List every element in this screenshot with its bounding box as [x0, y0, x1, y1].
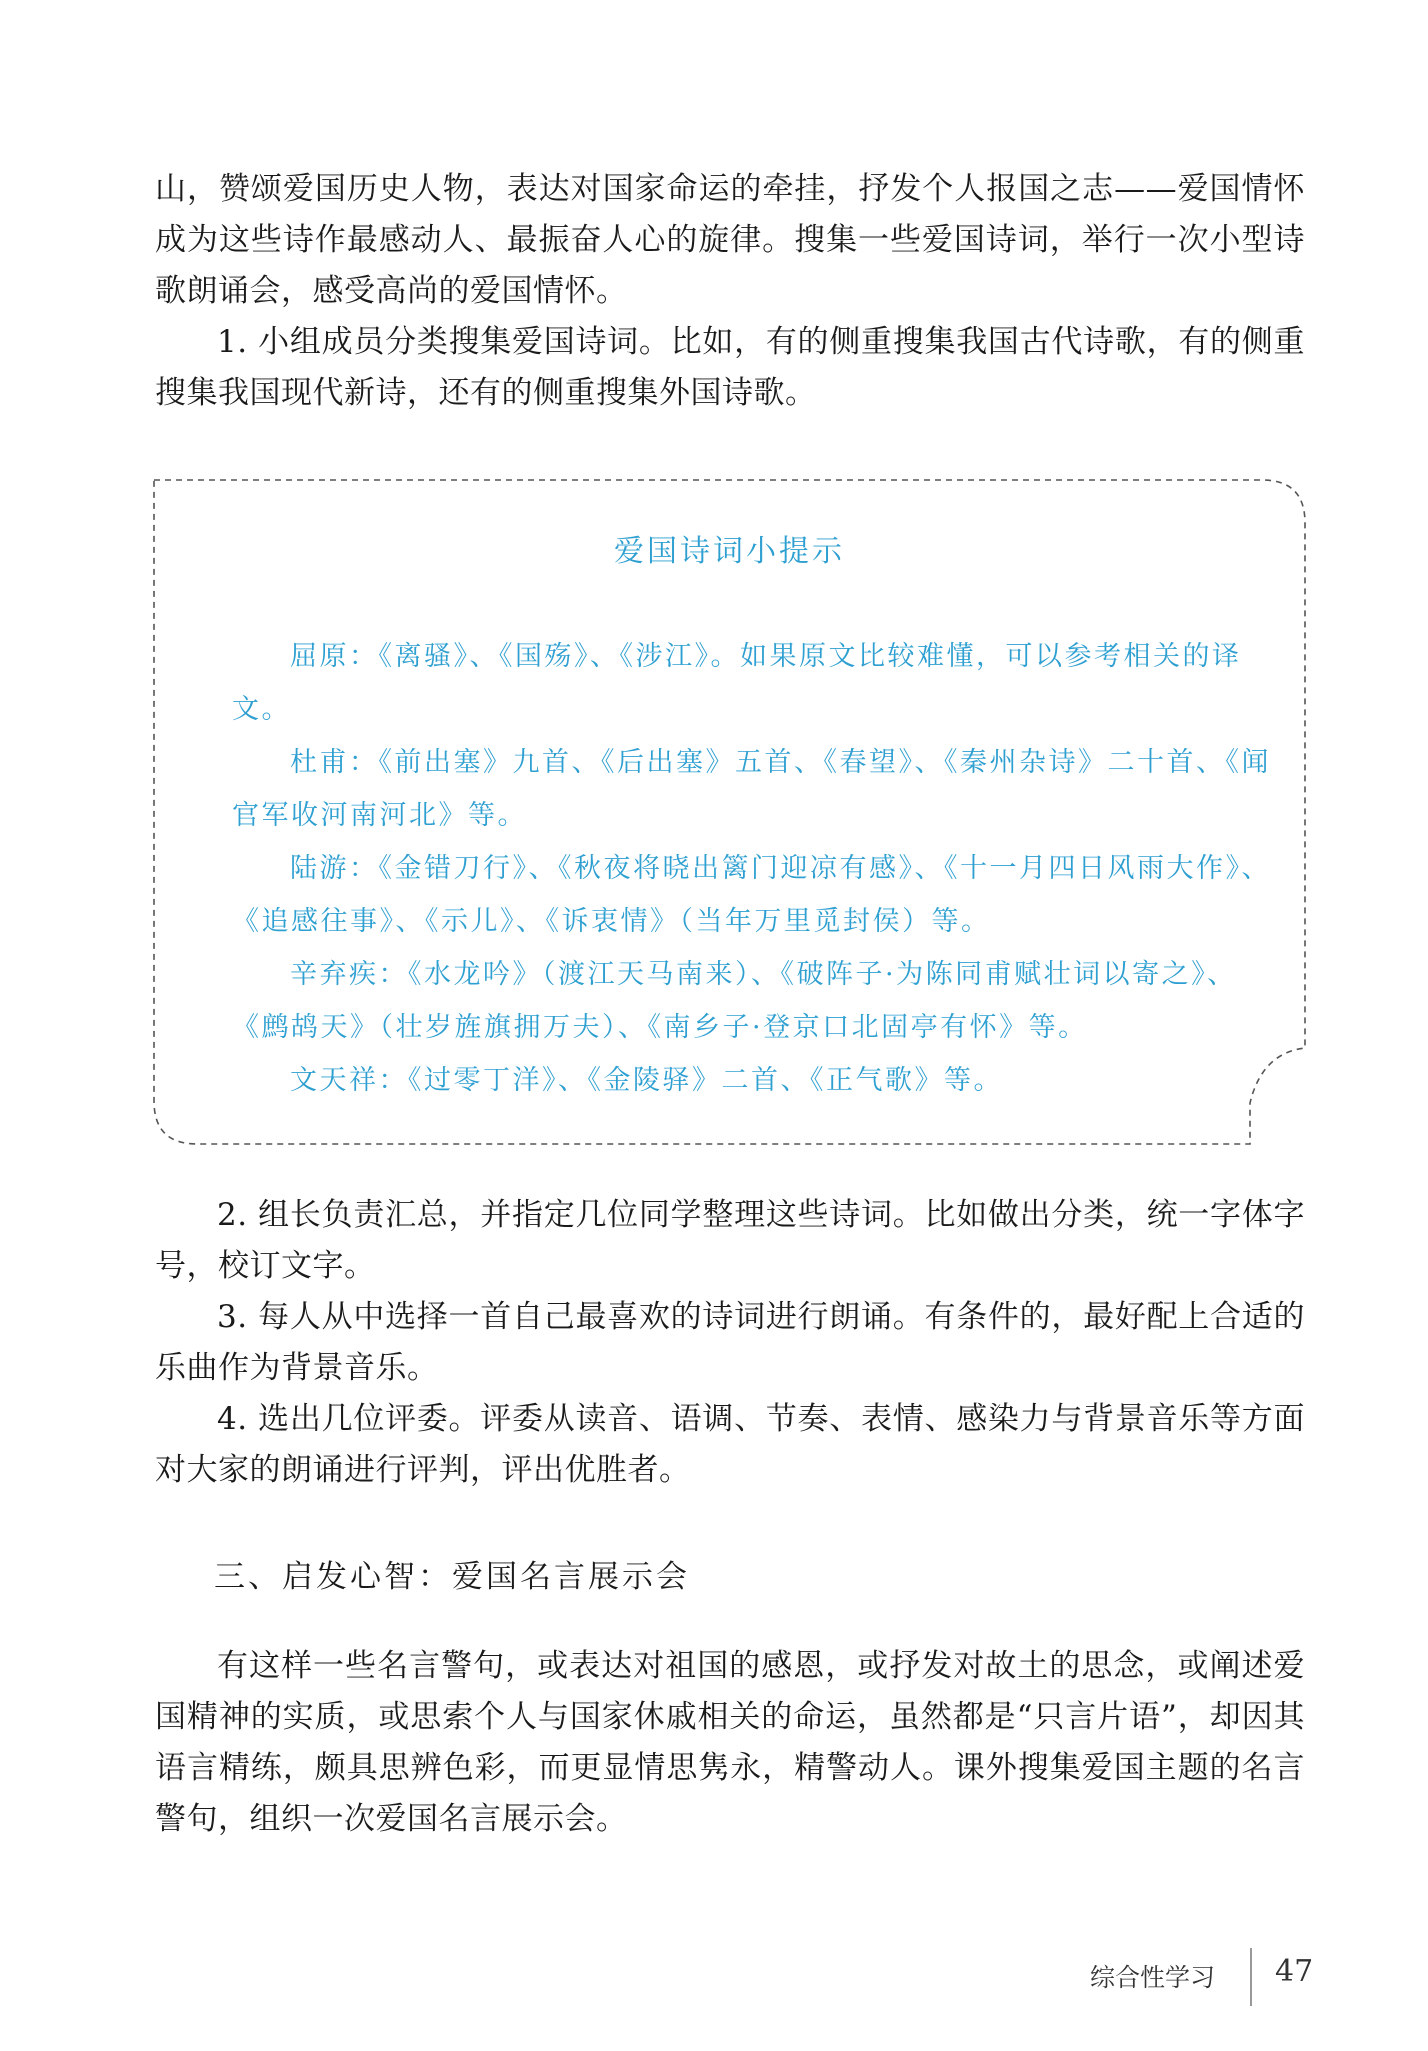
footer-divider	[1250, 1948, 1252, 2006]
tip-item-quyuan: 屈原：《离骚》、《国殇》、《涉江》。如果原文比较难懂，可以参考相关的译文。	[232, 641, 1242, 725]
section-3-heading: 三、启发心智：爱国名言展示会	[214, 1559, 690, 1595]
tip-box	[152, 478, 1307, 1146]
tip-item-xinqiji: 辛弃疾：《水龙吟》（渡江天马南来）、《破阵子·为陈同甫赋壮词以寄之》、《鹧鸪天》（壮岁旌旗拥万夫）、《南乡子·登京口北固亭有怀》等。	[232, 959, 1237, 1043]
intro-paragraph: 山，赞颂爱国历史人物，表达对国家命运的牵挂，抒发个人报国之志——爱国情怀成为这些诗作最感动人、最振奋人心的旋律。搜集一些爱国诗词，举行一次小型诗歌朗诵会，感受高尚的爱国情怀。	[155, 171, 1305, 309]
tip-box-title: 爱国诗词小提示	[614, 534, 845, 569]
tip-item-luyou: 陆游：《金错刀行》、《秋夜将晓出篱门迎凉有感》、《十一月四日风雨大作》、《追感往事》、《示儿》、《诉衷情》（当年万里觅封侯）等。	[232, 853, 1271, 937]
footer-section-label: 综合性学习	[1090, 1963, 1216, 1992]
step-2-paragraph: 2. 组长负责汇总，并指定几位同学整理这些诗词。比如做出分类，统一字体字号，校订文字。	[155, 1197, 1305, 1284]
section-3-paragraph: 有这样一些名言警句，或表达对祖国的感恩，或抒发对故土的思念，或阐述爱国精神的实质，或思索个人与国家休戚相关的命运，虽然都是“只言片语”，却因其语言精练，颇具思辨色彩，而更显情思隽永，精警动人。课外搜集爱国主题的名言警句，组织一次爱国名言展示会。	[155, 1648, 1305, 1837]
tip-item-dufu: 杜甫：《前出塞》九首、《后出塞》五首、《春望》、《秦州杂诗》二十首、《闻官军收河南河北》等。	[232, 747, 1271, 831]
page-footer	[1080, 1948, 1380, 2008]
step-4-paragraph: 4. 选出几位评委。评委从读音、语调、节奏、表情、感染力与背景音乐等方面对大家的朗诵进行评判，评出优胜者。	[155, 1401, 1305, 1488]
step-1-paragraph: 1. 小组成员分类搜集爱国诗词。比如，有的侧重搜集我国古代诗歌，有的侧重搜集我国现代新诗，还有的侧重搜集外国诗歌。	[155, 324, 1305, 411]
tip-box-list	[232, 630, 1282, 1107]
tip-item-wentianxiang: 文天祥：《过零丁洋》、《金陵驿》二首、《正气歌》等。	[290, 1065, 1003, 1096]
page-number: 47	[1275, 1954, 1314, 1989]
step-3-paragraph: 3. 每人从中选择一首自己最喜欢的诗词进行朗诵。有条件的，最好配上合适的乐曲作为背景音乐。	[155, 1299, 1305, 1386]
